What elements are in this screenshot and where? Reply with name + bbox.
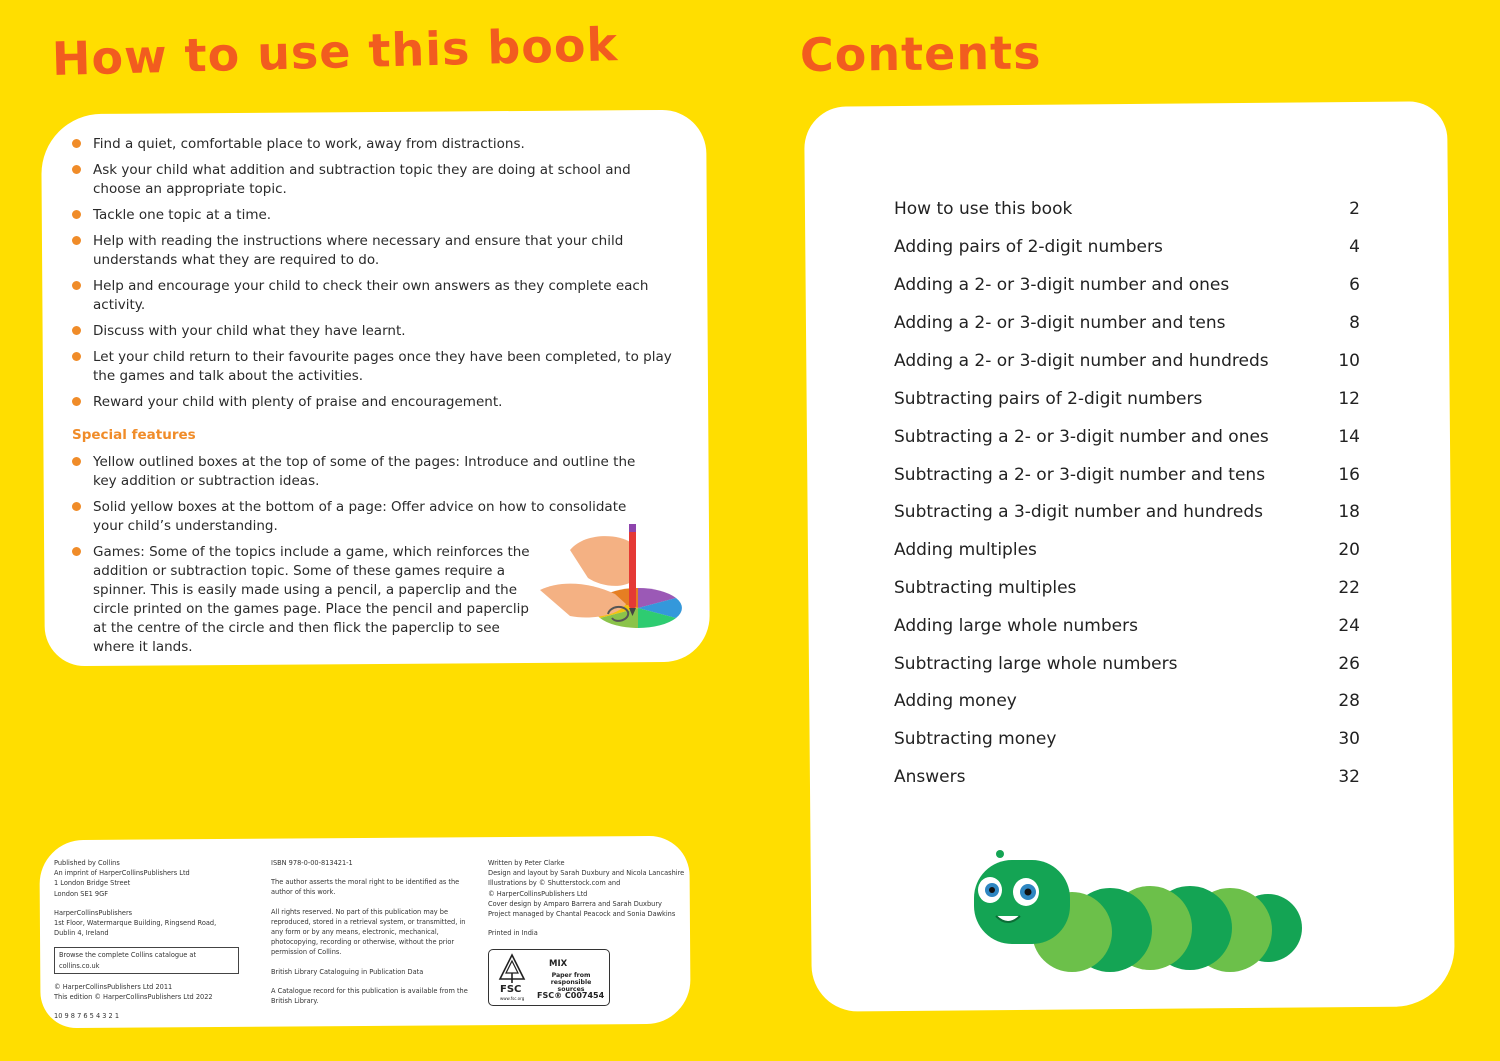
contents-entry: [894, 199, 1360, 219]
entry-title: Adding a 2- or 3-digit number and tens: [894, 313, 1226, 333]
entry-title: Adding a 2- or 3-digit number and ones: [894, 275, 1230, 295]
tip-item: Reward your child with plenty of praise and encouragement.: [72, 393, 672, 412]
bullet-icon: [72, 547, 81, 556]
feature-item: Games: Some of the topics include a game, which reinforces the addition or subtraction topic. Some of these games require a spinner. This is easily made using a pencil, a paperclip and the circle printed on the games page. Place the pencil and paperclip at the centre of the circle and then flick the paperclip to see where it lands.: [72, 543, 533, 657]
isbn: ISBN 978-0-00-813421-1: [271, 859, 353, 867]
tips-list: [72, 135, 672, 419]
tip-item: Let your child return to their favourite pages once they have been completed, to play the games and talk about the activities.: [72, 348, 672, 386]
entry-title: Subtracting a 2- or 3-digit number and ones: [894, 427, 1269, 447]
contents-entry: [894, 502, 1360, 522]
bullet-icon: [72, 165, 81, 174]
entry-page: 20: [1338, 540, 1360, 560]
tip-item: Help with reading the instructions where necessary and ensure that your child understands what they are required to do.: [72, 232, 672, 270]
bullet-icon: [72, 139, 81, 148]
imprint-column-rights: ISBN 978-0-00-813421-1 The author asserts the moral right to be identified as the author of this work. All rights reserved. No part of this publication may be reproduced, stored in a retrieval system, or transmitted, in any form or by any means, electronic, mechanical, photocopying, recording or otherwise, without the prior permission of Collins. British Library Cataloguing in Publication Data A Catalogue record for this publication is available from the British Library.: [271, 858, 476, 1015]
tip-item: Find a quiet, comfortable place to work, away from distractions.: [72, 135, 672, 154]
bullet-icon: [72, 281, 81, 290]
entry-page: 18: [1338, 502, 1360, 522]
contents-entry: [894, 540, 1360, 560]
contents-entry: [894, 616, 1360, 636]
feature-item: Yellow outlined boxes at the top of some of the pages: Introduce and outline the key addition or subtraction ideas.: [72, 453, 652, 491]
contents-entry: [894, 237, 1360, 257]
caterpillar-illustration: [968, 848, 1308, 978]
bullet-icon: [72, 236, 81, 245]
catalogue-link-box: Browse the complete Collins catalogue at collins.co.uk: [54, 947, 239, 973]
contents-entry: [894, 465, 1360, 485]
entry-title: Adding large whole numbers: [894, 616, 1138, 636]
spinner-illustration: [530, 520, 690, 645]
bullet-icon: [72, 397, 81, 406]
entry-title: Subtracting a 2- or 3-digit number and tens: [894, 465, 1266, 485]
entry-title: Subtracting large whole numbers: [894, 654, 1178, 674]
entry-page: 30: [1338, 729, 1360, 749]
tip-item: Discuss with your child what they have learnt.: [72, 322, 672, 341]
contents-entry: [894, 275, 1360, 295]
tip-item: Help and encourage your child to check their own answers as they complete each activity.: [72, 277, 672, 315]
bullet-icon: [72, 210, 81, 219]
contents-entry: [894, 691, 1360, 711]
entry-title: How to use this book: [894, 199, 1073, 219]
entry-page: 2: [1349, 199, 1360, 219]
entry-title: Adding money: [894, 691, 1017, 711]
entry-title: Subtracting multiples: [894, 578, 1077, 598]
entry-page: 32: [1338, 767, 1360, 787]
entry-page: 8: [1349, 313, 1360, 333]
bullet-icon: [72, 502, 81, 511]
entry-title: Adding pairs of 2-digit numbers: [894, 237, 1163, 257]
how-to-use-title: How to use this book: [51, 17, 619, 86]
entry-title: Subtracting money: [894, 729, 1057, 749]
contents-entry: [894, 313, 1360, 333]
entry-page: 24: [1338, 616, 1360, 636]
entry-page: 4: [1349, 237, 1360, 257]
entry-page: 14: [1338, 427, 1360, 447]
entry-page: 16: [1338, 465, 1360, 485]
entry-page: 26: [1338, 654, 1360, 674]
imprint-column-publisher: Published by Collins An imprint of HarperCollinsPublishers Ltd 1 London Bridge Street London SE1 9GF HarperCollinsPublishers 1st Floor, Watermarque Building, Ringsend Road, Dublin 4, Ireland Browse the complete Collins catalogue at collins.co.uk © HarperCollinsPublishers Ltd 2011 This edition © HarperCollinsPublishers Ltd 2022 10 9 8 7 6 5 4 3 2 1: [54, 858, 244, 1030]
entry-title: Subtracting pairs of 2-digit numbers: [894, 389, 1203, 409]
entry-page: 10: [1338, 351, 1360, 371]
bullet-icon: [72, 326, 81, 335]
bullet-icon: [72, 457, 81, 466]
tip-item: Ask your child what addition and subtraction topic they are doing at school and choose an appropriate topic.: [72, 161, 672, 199]
contents-title: Contents: [799, 25, 1042, 82]
special-features-heading: Special features: [72, 427, 196, 443]
entry-title: Subtracting a 3-digit number and hundreds: [894, 502, 1263, 522]
entry-title: Adding multiples: [894, 540, 1037, 560]
contents-entry: [894, 351, 1360, 371]
fsc-tree-icon: [497, 953, 527, 985]
entry-title: Adding a 2- or 3-digit number and hundreds: [894, 351, 1269, 371]
entry-page: 28: [1338, 691, 1360, 711]
contents-entry: [894, 654, 1360, 674]
entry-page: 22: [1338, 578, 1360, 598]
imprint-column-credits: Written by Peter Clarke Design and layout by Sarah Duxbury and Nicola Lancashire Illustrations by © Shutterstock.com and © HarperCollinsPublishers Ltd Cover design by Amparo Barrera and Sarah Duxbury Project managed by Chantal Peacock and Sonia Dawkins Printed in India: [488, 859, 685, 938]
entry-title: Answers: [894, 767, 966, 787]
contents-entry: [894, 389, 1360, 409]
contents-entry: [894, 729, 1360, 749]
fsc-logo: FSC www.fsc.org MIX Paper from responsible sources FSC® C007454: [488, 949, 610, 1006]
entry-page: 6: [1349, 275, 1360, 295]
contents-entry: [894, 427, 1360, 447]
contents-entry: [894, 767, 1360, 787]
contents-entry: [894, 578, 1360, 598]
print-line: 10 9 8 7 6 5 4 3 2 1: [54, 1012, 120, 1021]
bullet-icon: [72, 352, 81, 361]
feature-item: Solid yellow boxes at the bottom of a page: Offer advice on how to consolidate your child’s understanding.: [72, 498, 652, 536]
entry-page: 12: [1338, 389, 1360, 409]
tip-item: Tackle one topic at a time.: [72, 206, 672, 225]
